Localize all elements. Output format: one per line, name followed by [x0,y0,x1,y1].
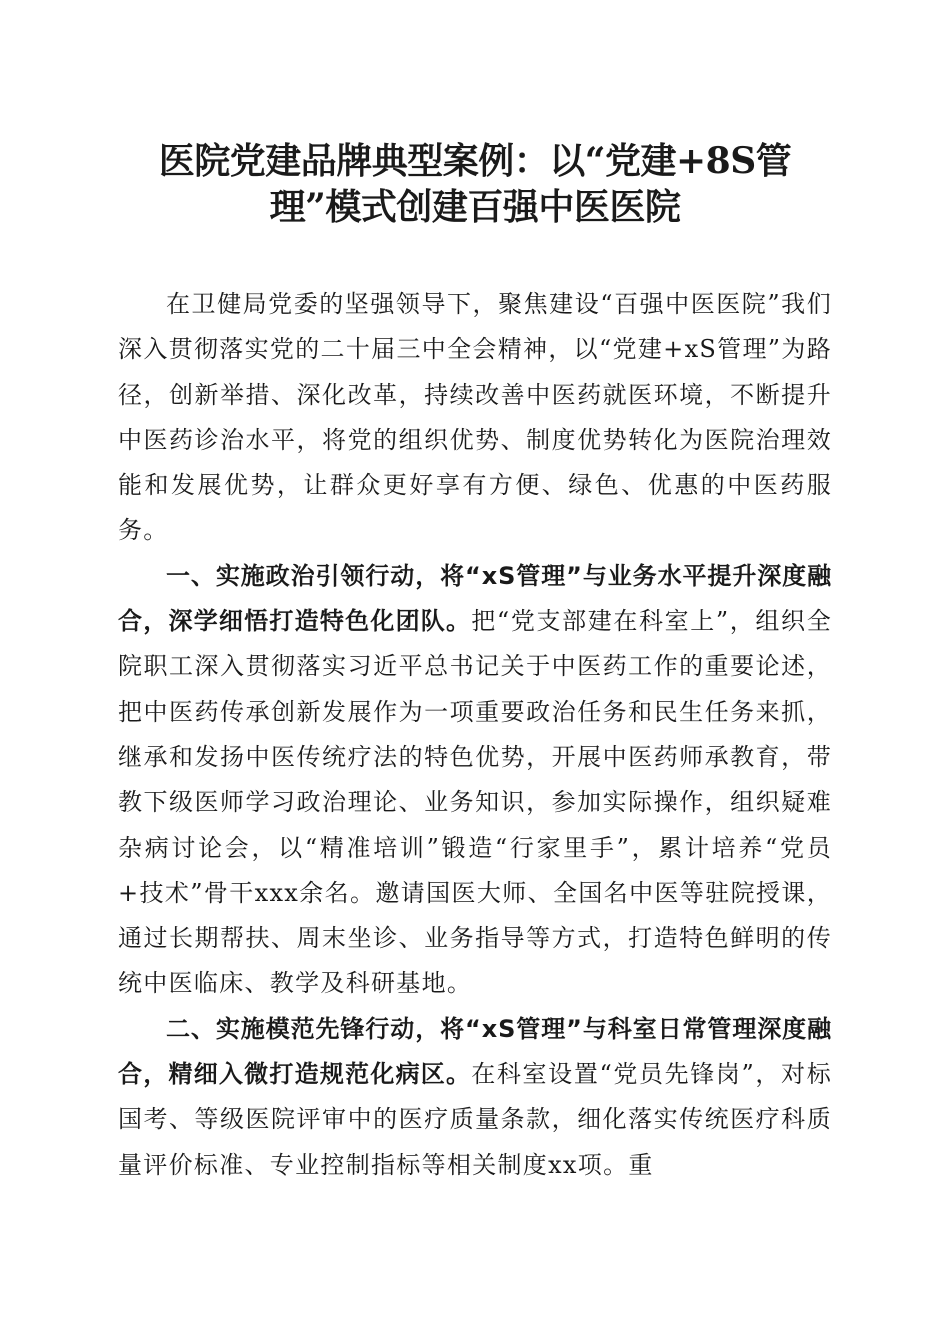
document-title [118,138,832,230]
section-1-body: 把“党支部建在科室上”，组织全院职工深入贯彻落实习近平总书记关于中医药工作的重要论述，把中医药传承创新发展作为一项重要政治任务和民生任务来抓，继承和发扬中医传统疗法的特色优势，开展中医药师承教育，带教下级医师学习政治理论、业务知识，参加实际操作，组织疑难杂病讨论会，以“精准培训”锻造“行家里手”，累计培养“党员+技术”骨干xxx余名。邀请国医大师、全国名中医等驻院授课，通过长期帮扶、周末坐诊、业务指导等方式，打造特色鲜明的传统中医临床、教学及科研基地。 [118,607,832,998]
section-1-paragraph [118,554,832,1007]
section-2-heading: 二、实施模范先锋行动，将“xS管理”与科室日常管理深度融合，精细入微打造规范化病区。 [118,1014,832,1089]
intro-paragraph: 在卫健局党委的坚强领导下，聚焦建设“百强中医医院”我们深入贯彻落实党的二十届三中全会精神，以“党建+xS管理”为路径，创新举措、深化改革，持续改善中医药就医环境，不断提升中医药诊治水平，将党的组织优势、制度优势转化为医院治理效能和发展优势，让群众更好享有方便、绿色、优惠的中医药服务。 [118,290,832,545]
section-2-paragraph [118,1007,832,1188]
section-1-heading: 一、实施政治引领行动，将“xS管理”与业务水平提升深度融合，深学细悟打造特色化团队。 [118,561,832,636]
document-page [118,138,832,1188]
title-line-1: 医院党建品牌典型案例：以“党建+8S管 [158,140,792,182]
section-2-body: 在科室设置“党员先锋岗”，对标国考、等级医院评审中的医疗质量条款，细化落实传统医疗科质量评价标准、专业控制指标等相关制度xx项。重 [118,1060,832,1179]
title-line-2: 理”模式创建百强中医医院 [269,186,681,228]
